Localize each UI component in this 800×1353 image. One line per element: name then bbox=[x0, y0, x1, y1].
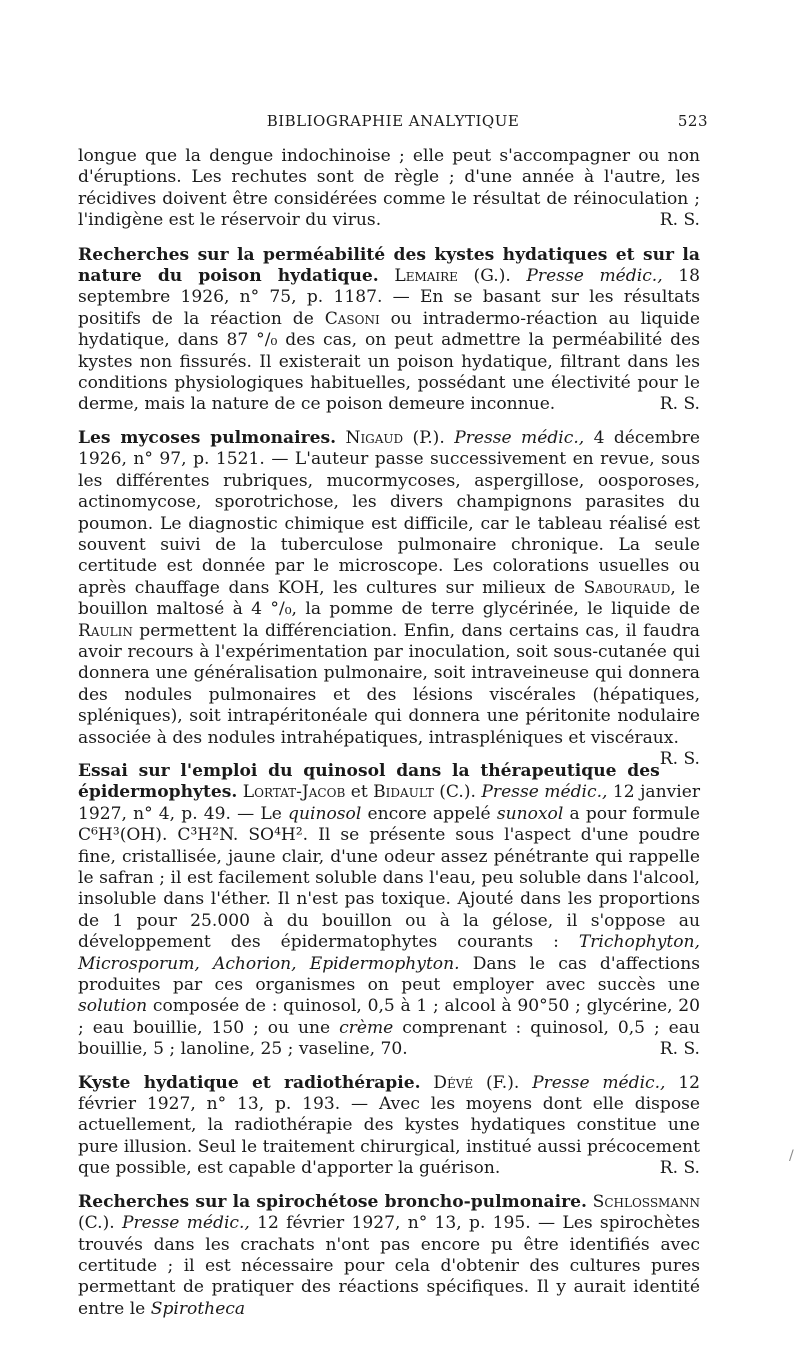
entry-text: — Le bbox=[231, 803, 289, 824]
term-italic: quinosol bbox=[288, 803, 362, 824]
running-title: BIBLIOGRAPHIE ANALYTIQUE bbox=[266, 112, 520, 130]
entry-journal: Presse médic., bbox=[526, 266, 663, 287]
entry-journal: Presse médic., bbox=[481, 782, 608, 803]
entry-author: Lemaire (G.). bbox=[394, 266, 511, 287]
article-body bbox=[78, 146, 700, 1332]
entry-signature: R. S. bbox=[659, 394, 700, 415]
entry-spirochetose bbox=[78, 1192, 700, 1320]
entry-radiotherapie bbox=[78, 1073, 700, 1180]
entry-author: Nigaud (P.). bbox=[345, 427, 445, 448]
term-italic: solution bbox=[78, 996, 148, 1017]
entry-text: comprenant : quinosol, 0,5 ; eau bouillie, 5 ; lanoline, 25 ; vaseline, 70. bbox=[78, 1017, 700, 1060]
term-italic: sunoxol bbox=[496, 803, 564, 824]
entry-author: Dévé (F.). bbox=[433, 1072, 520, 1093]
entry-author-suffix: (C.). bbox=[433, 782, 476, 803]
entry-text: composée de : quinosol, 0,5 à 1 ; alcool à 90°50 ; glycérine, 20 ; eau bouillie, 150 ; ou une bbox=[78, 996, 700, 1038]
running-header bbox=[78, 112, 708, 134]
entry-signature: R. S. bbox=[659, 748, 700, 769]
entry-author: Schlossmann (C.). bbox=[78, 1191, 700, 1234]
entry-title: Kyste hydatique et radiothérapie. bbox=[78, 1072, 421, 1093]
entry-text: ou intradermo-réaction au liquide hydatique, dans 87 °/₀ des cas, on peut admettre la perméabilité des kystes non fissurés. Il existerait un poison hydatique, filtrant dans les conditions physiologiques habituelles, possédant une électivité pour le derme, mais la nature de ce poison demeure inconnue. bbox=[78, 308, 700, 415]
cited-name: Casoni bbox=[324, 308, 380, 329]
entry-author: Lortat-Jacob bbox=[242, 782, 346, 803]
entry-title: Essai sur l'emploi du quinosol dans la thérapeutique des épidermophytes. bbox=[78, 760, 660, 803]
margin-mark: / bbox=[789, 1148, 794, 1164]
entry-kystes-hydatiques bbox=[78, 245, 700, 416]
term-italic: crème bbox=[339, 1017, 394, 1038]
entry-text: a pour formule C⁶H³(OH). C³H²N. SO⁴H². Il se présente sous l'aspect d'une poudre fine, cristallisée, jaune clair, d'une odeur assez pénétrante qui rappelle le safran ; il est facilement soluble dans l'eau, peu soluble dans l'alcool, insoluble dans l'éther. Il n'est pas toxique. Ajouté dans les proportions de 1 pour 25.000 à du bouillon ou à la gélose, il s'oppose au développement des épidermatophytes courants : bbox=[78, 803, 700, 953]
entry-text: permettent la différenciation. Enfin, dans certains cas, il faudra avoir recours à l'expérimentation par inoculation, soit sous-cutanée qui donnera une généralisation pulmonaire, soit intraveineuse qui donnera des nodules pulmonaires et des lésions viscérales (hépatiques, spléniques), soit intrapéritonéale qui donnera une péritonite nodulaire associée à des nodules intrahépatiques, intraspléniques et viscéraux. bbox=[78, 620, 700, 748]
entry-text: — L'auteur passe successivement en revue, sous les différentes rubriques, mucormycoses, aspergillose, oosporoses, actinomycose, sporotrichose, les divers champignons parasites du poumon. Le diagnostic chimique est difficile, car le tableau réalisé est souvent suivi de la tuberculose pulmonaire chronique. La seule certitude est donnée par le microscope. Les colorations usuelles ou après chauffage dans KOH, les cultures sur milieux de bbox=[78, 449, 700, 598]
entry-quinosol bbox=[78, 761, 700, 1061]
entry-text: Dans le cas d'affections produites par ces organismes on peut employer avec succès une bbox=[78, 953, 700, 996]
entry-title: Recherches sur la perméabilité des kystes hydatiques et sur la nature du poison hydatique. bbox=[78, 244, 700, 287]
entry-citation: 4 décembre 1926, n° 97, p. 1521. bbox=[78, 427, 701, 470]
cited-name: Raulin bbox=[78, 620, 133, 641]
entry-text: — Avec les moyens dont elle dispose actuellement, la radiothérapie des kystes hydatiques constitue une pure illusion. Seul le traitement chirurgical, institué aussi précocement que possible, est capable d'apporter la guérison. bbox=[78, 1094, 700, 1179]
entry-signature: R. S. bbox=[659, 210, 700, 231]
entry-signature: R. S. bbox=[659, 1158, 700, 1179]
entry-text: — Les spirochètes trouvés dans les crachats n'ont pas encore pu être identifiés avec certitude ; il est nécessaire pour cela d'obtenir des cultures pures permettant de pratiquer des réactions spécifiques. Il y aurait identité entre le bbox=[78, 1213, 700, 1319]
species-list: Trichophyton, Microsporum, Achorion, Epidermophyton. bbox=[78, 932, 700, 974]
entry-citation: 12 février 1927, n° 13, p. 193. bbox=[78, 1072, 701, 1115]
cited-name: Sabouraud bbox=[583, 577, 671, 598]
page-number: 523 bbox=[677, 112, 708, 130]
entry-text: et bbox=[345, 782, 374, 803]
entry-signature: R. S. bbox=[659, 1039, 700, 1060]
entry-continuation bbox=[78, 146, 700, 232]
entry-journal: Presse médic., bbox=[121, 1213, 250, 1234]
entry-mycoses bbox=[78, 427, 701, 769]
entry-author: Bidault bbox=[373, 782, 434, 803]
entry-text: encore appelé bbox=[361, 803, 497, 824]
entry-citation: 18 septembre 1926, n° 75, p. 1187. bbox=[78, 266, 701, 308]
entry-title: Les mycoses pulmonaires. bbox=[78, 427, 337, 448]
entry-title: Recherches sur la spirochétose broncho-pulmonaire. bbox=[78, 1191, 587, 1212]
entry-text: , le bouillon maltosé à 4 °/₀, la pomme de terre glycérinée, le liquide de bbox=[78, 577, 700, 620]
species-name: Spirotheca bbox=[150, 1298, 246, 1319]
entry-journal: Presse médic., bbox=[454, 427, 585, 448]
entry-citation: 12 janvier 1927, n° 4, p. 49. bbox=[78, 782, 700, 824]
entry-journal: Presse médic., bbox=[532, 1072, 666, 1093]
entry-citation: 12 février 1927, n° 13, p. 195. bbox=[257, 1213, 531, 1234]
entry-text: — En se basant sur les résultats positifs de la réaction de bbox=[78, 287, 700, 329]
entry-text: longue que la dengue indochinoise ; elle peut s'accompagner ou non d'éruptions. Les rechutes sont de règle ; d'une année à l'autre, les récidives doivent être considérées comme le résultat de réinoculation ; l'indigène est le réservoir du virus. bbox=[78, 146, 700, 231]
